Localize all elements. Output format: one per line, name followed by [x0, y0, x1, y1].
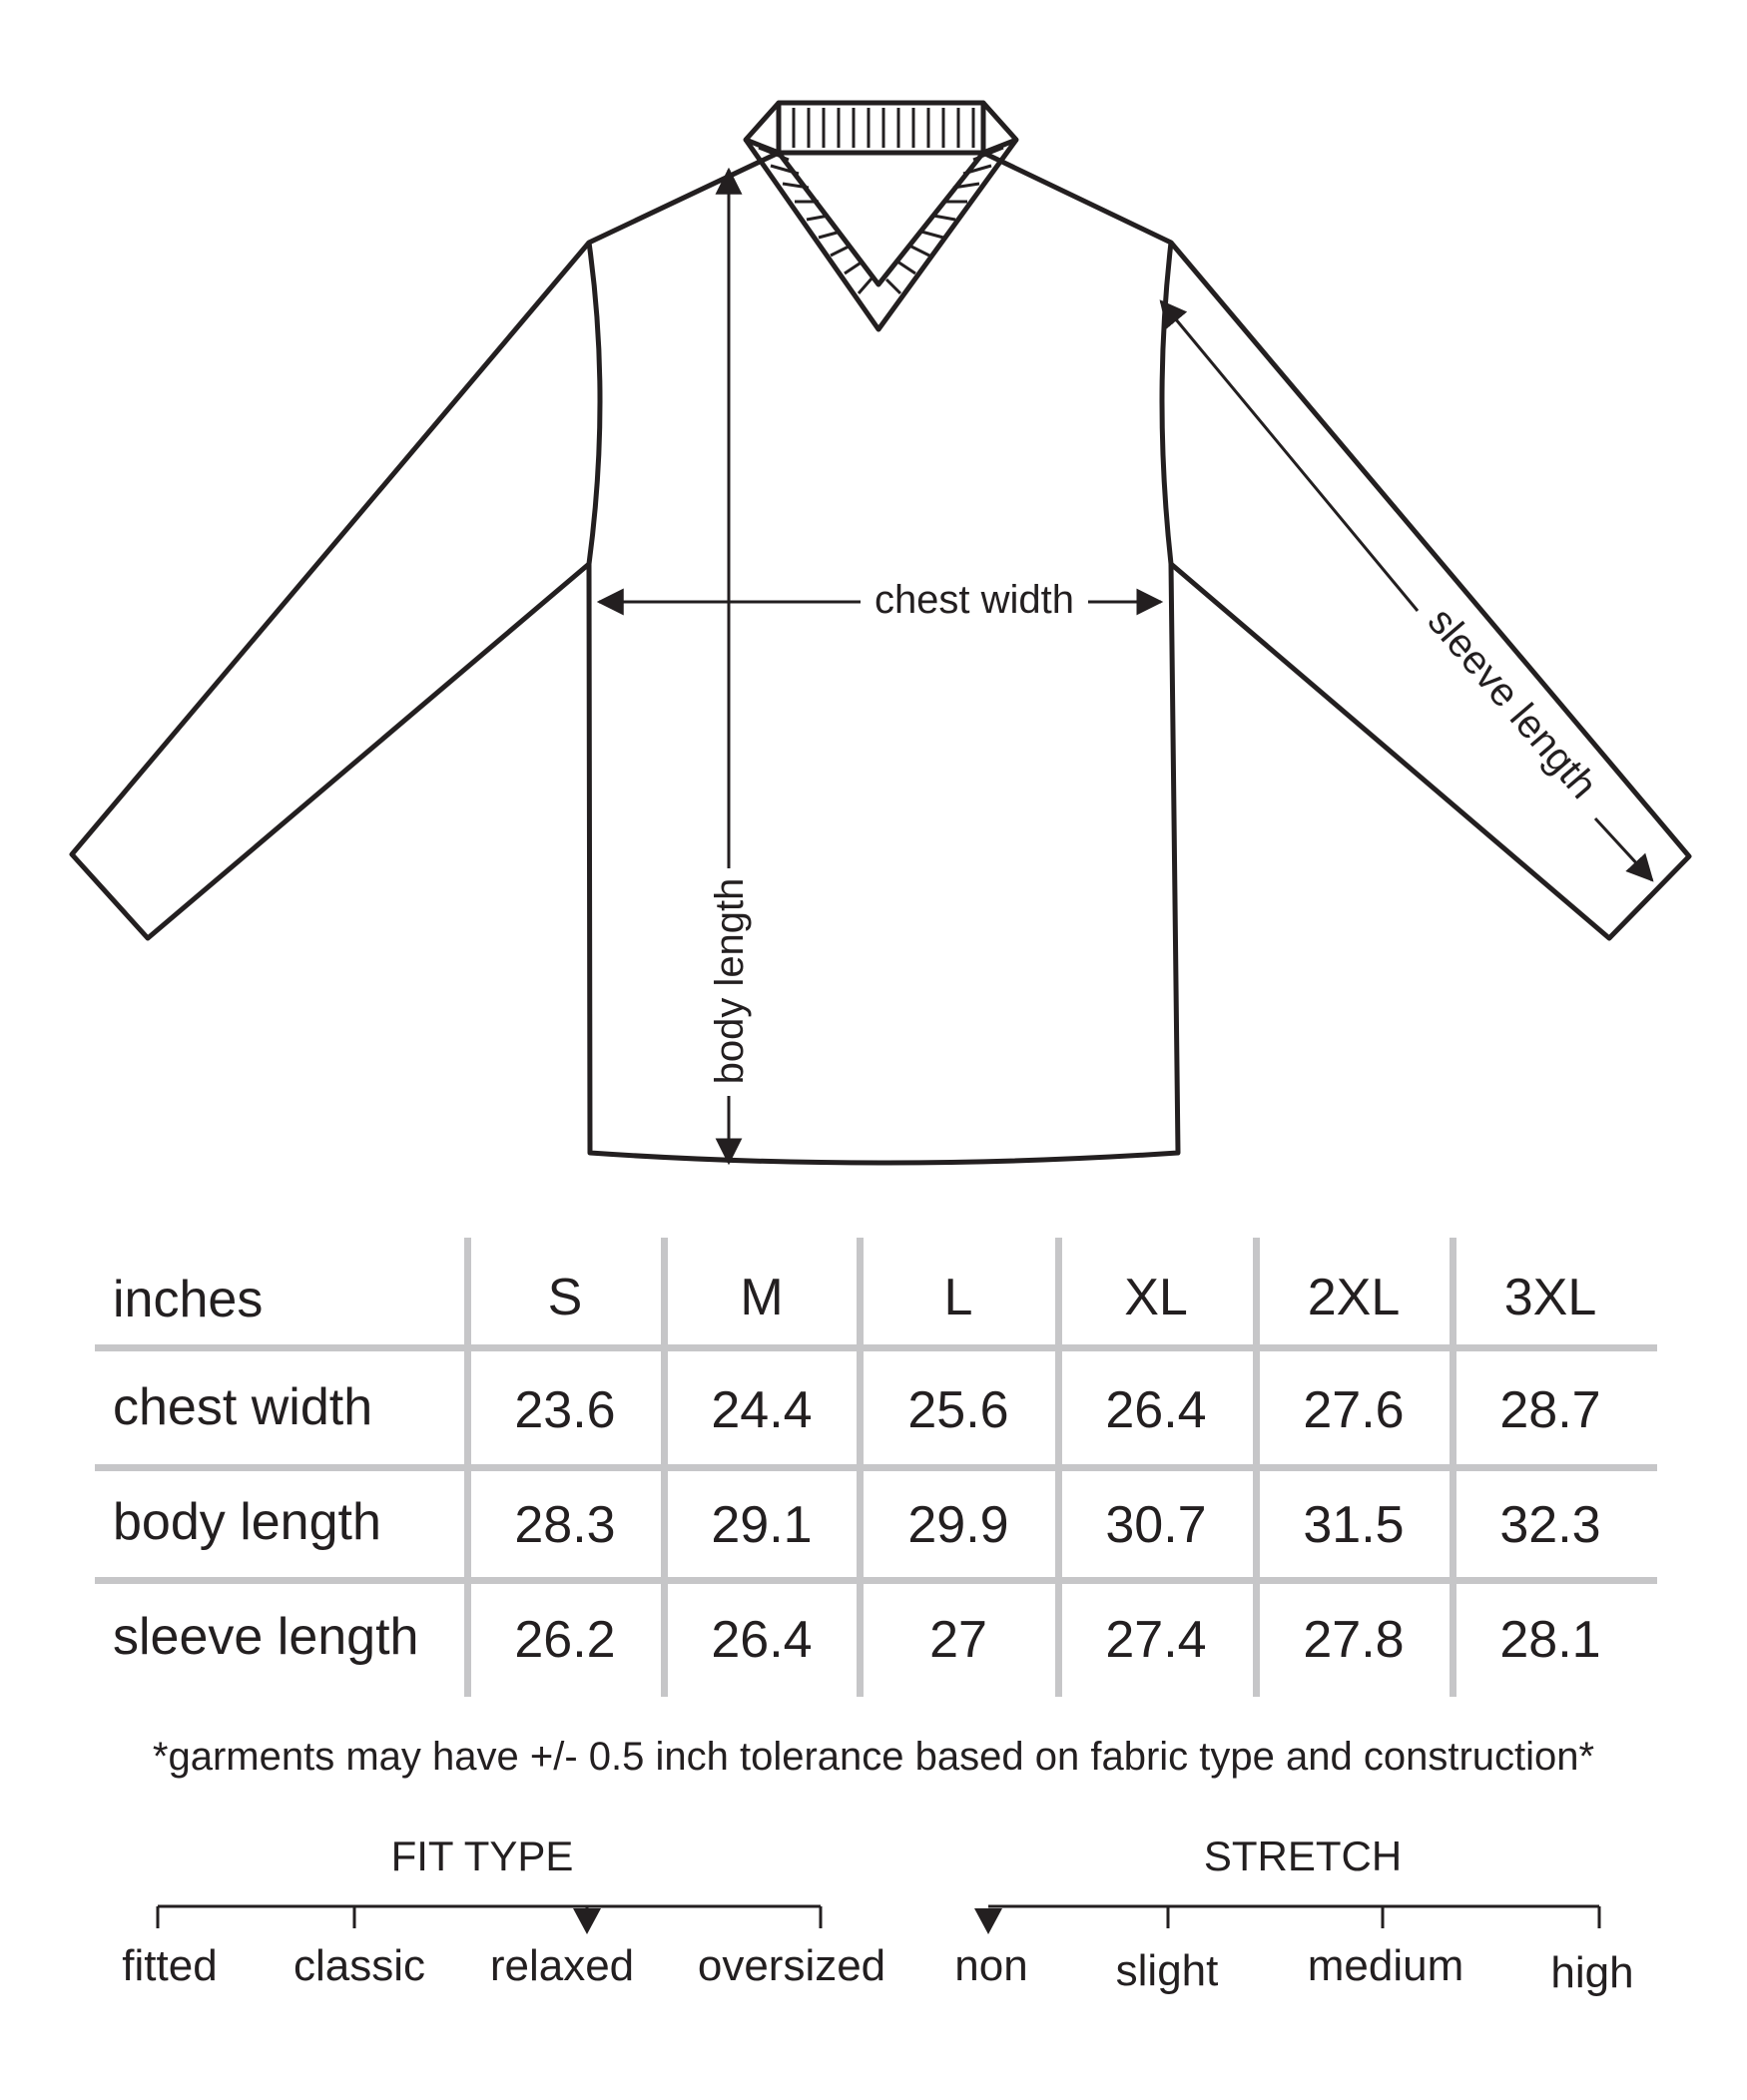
stretch-option-non: non	[954, 1941, 1028, 1990]
fit-option-fitted: fitted	[122, 1941, 218, 1990]
table-cell: 27.8	[1303, 1611, 1405, 1669]
table-cell: 25.6	[907, 1381, 1009, 1439]
table-cell: 32.3	[1499, 1496, 1601, 1554]
row-label-sleeve-length: sleeve length	[113, 1608, 419, 1666]
collar-ribbing	[759, 108, 1003, 293]
table-cell: 23.6	[514, 1381, 616, 1439]
fit-type-selected-marker	[573, 1908, 601, 1934]
table-cell: 27	[929, 1611, 987, 1669]
table-cell: 31.5	[1303, 1496, 1405, 1554]
size-header: 2XL	[1307, 1269, 1401, 1326]
table-cell: 29.1	[711, 1496, 813, 1554]
stretch-option-slight: slight	[1115, 1946, 1219, 1995]
size-header: S	[547, 1269, 583, 1326]
tolerance-note: *garments may have +/- 0.5 inch tolerance based on fabric type and construction*	[152, 1735, 1595, 1779]
stretch-option-medium: medium	[1307, 1941, 1464, 1990]
table-cell: 28.7	[1499, 1381, 1601, 1439]
fit-option-classic: classic	[292, 1941, 426, 1990]
size-table	[95, 1238, 1657, 1697]
chest-width-label: chest width	[874, 578, 1075, 622]
size-header: XL	[1124, 1269, 1188, 1326]
stretch-title: STRETCH	[1203, 1833, 1403, 1879]
fit-type-scale-line	[158, 1906, 821, 1928]
table-cell: 26.4	[711, 1611, 813, 1669]
stretch-selected-marker	[974, 1908, 1002, 1934]
table-cell: 27.6	[1303, 1381, 1405, 1439]
table-rule	[95, 1577, 1657, 1584]
body-length-label: body length	[708, 877, 752, 1085]
sleeve-length-dimension	[1161, 301, 1652, 880]
fit-option-relaxed: relaxed	[489, 1941, 635, 1990]
table-rule	[95, 1464, 1657, 1471]
table-cell: 24.4	[711, 1381, 813, 1439]
stretch-option-high: high	[1550, 1948, 1634, 1997]
table-cell: 27.4	[1105, 1611, 1207, 1669]
fit-type-title: FIT TYPE	[390, 1833, 574, 1879]
row-label-body-length: body length	[113, 1493, 381, 1551]
size-header: M	[740, 1269, 784, 1326]
size-header: 3XL	[1503, 1269, 1597, 1326]
unit-header: inches	[113, 1271, 264, 1328]
table-cell: 30.7	[1105, 1496, 1207, 1554]
chest-width-dimension	[599, 578, 1161, 622]
table-cell: 26.4	[1105, 1381, 1207, 1439]
row-label-chest-width: chest width	[113, 1378, 373, 1436]
table-cell: 28.1	[1499, 1611, 1601, 1669]
table-cell: 28.3	[514, 1496, 616, 1554]
table-cell: 29.9	[907, 1496, 1009, 1554]
table-rule	[95, 1344, 1657, 1351]
table-cell: 26.2	[514, 1611, 616, 1669]
sleeve-length-label: sleeve length	[1419, 599, 1606, 807]
fit-option-oversized: oversized	[697, 1941, 886, 1990]
stretch-scale-line	[988, 1906, 1599, 1928]
size-header: L	[943, 1269, 973, 1326]
body-length-dimension	[708, 170, 752, 1163]
